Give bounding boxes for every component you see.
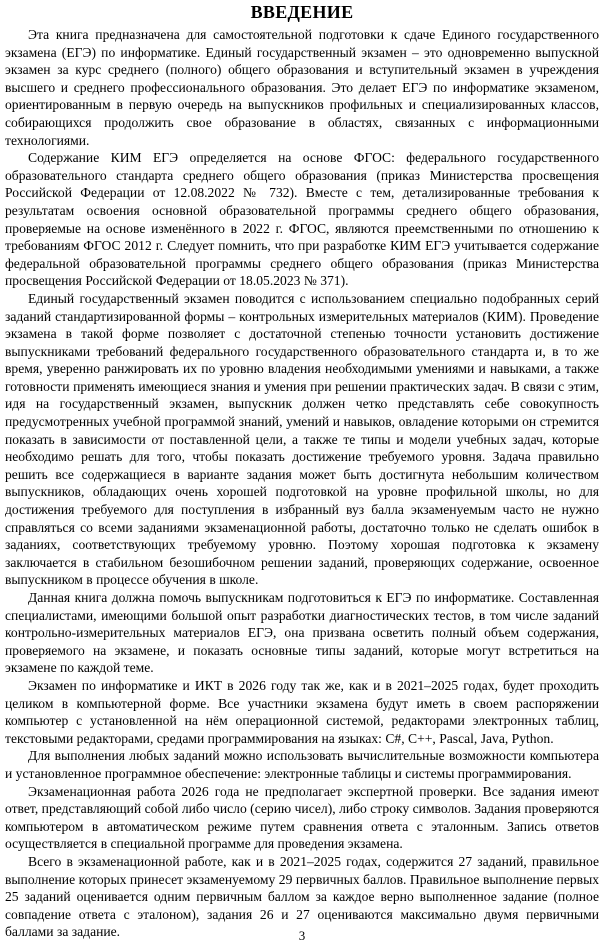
body-text [5,26,599,941]
paragraph-exam-form: Единый государственный экзамен поводится с использованием специально подобранных серий заданий стандартизированной формы – контрольных измерительных материалов (КИМ). Проведение экзамена в такой форме позволяет с достаточной степенью точности установить достижение выпускниками требований федерального государственного образовательного стандарта и, в то же время, уверенно ранжировать их по уровню владения необходимыми умениями и навыками, а также готовности применять имеющиеся знания и умения при решении практических задач. В связи с этим, идя на государственный экзамен, выпускник должен четко представлять себе совокупность предусмотренных учебной программой знаний, умений и навыков, овладение которыми он стремится показать в зависимости от поставленной цели, а также те типы и модели учебных задач, которые необходимо решать для того, чтобы показать достижение требуемого уровня. Задача правильно решить все содержащиеся в варианте задания может быть достигнута небольшим количеством выпускников, обладающих очень хорошей подготовкой на уровне профильной школы, но для достижения требуемого для поступления в избранный вуз балла экзаменуемым часто не нужно справляться со всеми заданиями экзаменационной работы, достаточно только не сделать ошибок в заданиях, соответствующих требуемому уровню. Поэтому хорошая подготовка к экзамену заключается в стабильном безошибочном решении заданий, проверяющих содержание, освоенное выпускником в процессе обучения в школе. [5,290,599,588]
paragraph-software: Для выполнения любых заданий можно использовать вычислительные возможности компьютера и установленное программное обеспечение: электронные таблицы и системы программирования. [5,748,599,781]
page-number: 3 [298,928,306,943]
paragraph-kim-content: Содержание КИМ ЕГЭ определяется на основе ФГОС: федерального государственного образовательного стандарта среднего общего образования (приказ Министерства просвещения Российской Федерации от 12.08.2022 № 732). Вместе с тем, детализированные требования к результатам освоения основной образовательной программы среднего общего образования, проверяемые на основе изменённого в 2022 г. ФГОС, являются преемственными по отношению к требованиям ФГОС 2012 г. Следует помнить, что при разработке КИМ ЕГЭ учитывается содержание федеральной образовательной программы среднего общего образования (приказ Министерства просвещения Российской Федерации от 18.05.2023 № 371). [5,150,599,289]
document-page [5,0,599,941]
paragraph-checking: Экзаменационная работа 2026 года не предполагает экспертной проверки. Все задания имеют ответ, представляющий собой либо число (серию чисел), либо строку символов. Задания проверяются компьютером в автоматическом режиме путем сравнения ответа с эталонным. Запись ответов осуществляется в специальной программе для проведения экзамена. [5,783,599,852]
paragraph-book-goal: Данная книга должна помочь выпускникам подготовиться к ЕГЭ по информатике. Составленная специалистами, имеющими большой опыт разработки диагностических тестов, в том числе заданий контрольно-измерительных материалов ЕГЭ, она призвана осветить полный объем содержания, проверяемого на экзамене, и показать основные типы заданий, которые могут встретиться на экзамене по каждой теме. [5,590,599,676]
paragraph-purpose: Эта книга предназначена для самостоятельной подготовки к сдаче Единого государственного экзамена (ЕГЭ) по информатике. Единый государственный экзамен – это одновременно выпускной экзамен за курс среднего (полного) общего образования и вступительный экзамен в учреждения высшего и среднего профессионального образования. Это делает ЕГЭ по информатике экзаменом, ориентированным в первую очередь на выпускников профильных и специализированных классов, собирающихся продолжить свое образование в областях, связанных с информационными технологиями. [5,27,599,148]
paragraph-computer-form: Экзамен по информатике и ИКТ в 2026 году так же, как и в 2021–2025 годах, будет проходить целиком в компьютерной форме. Все участники экзамена будут иметь в своем распоряжении компьютер с установленной на нём операционной системой, редакторами электронных таблиц, текстовыми редакторами, средами программирования на языках: C#, C++, Pascal, Java, Python. [5,677,599,746]
page-title: ВВЕДЕНИЕ [250,2,354,22]
paragraph-scoring: Всего в экзаменационной работе, как и в 2021–2025 годах, содержится 27 заданий, правильное выполнение которых принесет экзаменуемому 29 первичных баллов. Правильное выполнение первых 25 заданий оценивается одним первичным баллом за каждое верно выполненное задание (полное совпадение ответа с эталоном), задания 26 и 27 оцениваются максимально двумя первичными баллами за задание. [5,853,599,940]
